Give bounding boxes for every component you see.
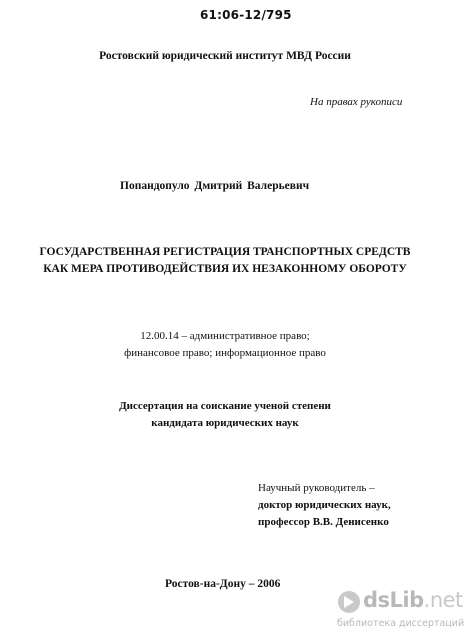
dslib-subtitle: библиотека диссертаций xyxy=(337,618,464,629)
degree-statement xyxy=(0,398,450,432)
title-line-2: КАК МЕРА ПРОТИВОДЕЙСТВИЯ ИХ НЕЗАКОННОМУ ОБОРОТУ xyxy=(43,263,407,275)
institute-name: Ростовский юридический институт МВД России xyxy=(99,50,351,62)
scientific-supervisor xyxy=(258,480,391,531)
title-line-1: ГОСУДАРСТВЕННАЯ РЕГИСТРАЦИЯ ТРАНСПОРТНЫХ СРЕДСТВ xyxy=(39,246,411,258)
dslib-watermark[interactable] xyxy=(337,588,464,634)
manuscript-rights-note: На правах рукописи xyxy=(310,96,403,108)
city-year: Ростов-на-Дону – 2006 xyxy=(165,578,281,590)
specialty-line-1: 12.00.14 – административное право; xyxy=(140,330,310,342)
dslib-logo-main: dsLib xyxy=(363,588,424,612)
supervisor-line-3: профессор В.В. Денисенко xyxy=(258,516,389,528)
specialty xyxy=(0,328,450,362)
supervisor-line-1: Научный руководитель – xyxy=(258,482,375,494)
dissertation-title xyxy=(0,244,450,278)
dslib-logo-icon xyxy=(337,590,361,614)
author-name: Попандопуло Дмитрий Валерьевич xyxy=(120,180,310,192)
supervisor-line-2: доктор юридических наук, xyxy=(258,499,391,511)
specialty-line-2: финансовое право; информационное право xyxy=(124,347,326,359)
degree-line-1: Диссертация на соискание ученой степени xyxy=(119,400,331,412)
degree-line-2: кандидата юридических наук xyxy=(151,417,299,429)
archive-stamp: 61:06-12/795 xyxy=(200,8,292,22)
dslib-logo-domain: .net xyxy=(423,588,463,612)
dslib-logo-text xyxy=(363,588,463,612)
